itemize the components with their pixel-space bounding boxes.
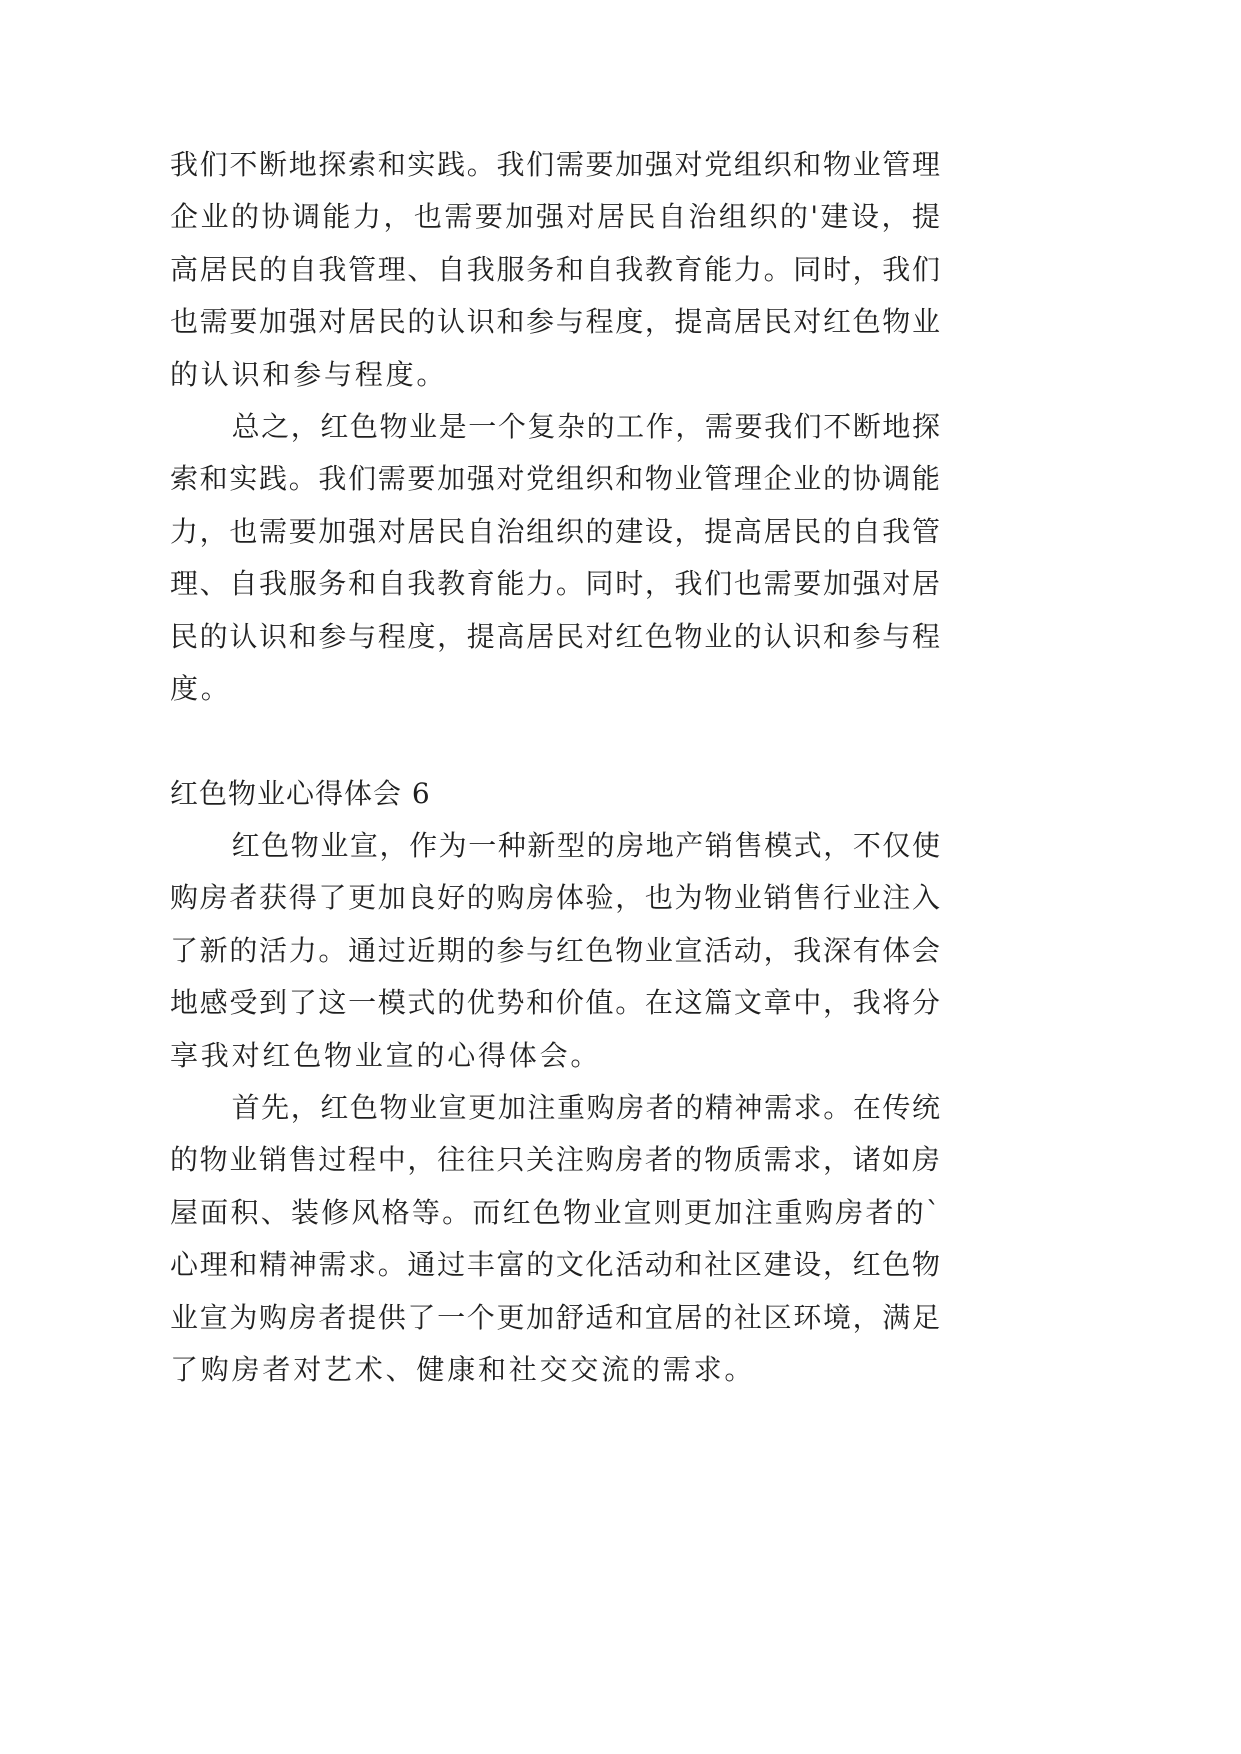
document-body [170, 139, 940, 1396]
text-line: 度。 [170, 671, 232, 705]
text-line: 索和实践。我们需要加强对党组织和物业管理企业的协调能 [170, 462, 940, 496]
text-line: 的物业销售过程中，往往只关注购房者的物质需求，诸如房 [170, 1143, 940, 1177]
text-line: 首先，红色物业宣更加注重购房者的精神需求。在传统 [231, 1091, 940, 1125]
text-line: 心理和精神需求。通过丰富的文化活动和社区建设，红色物 [170, 1248, 940, 1282]
text-line: 地感受到了这一模式的优势和价值。在这篇文章中，我将分 [170, 986, 940, 1020]
text-line: 的认识和参与程度。 [170, 357, 448, 391]
section-heading: 红色物业心得体会 6 [170, 776, 431, 810]
text-line: 了购房者对艺术、健康和社交交流的需求。 [170, 1352, 756, 1386]
text-line: 屋面积、装修风格等。而红色物业宣则更加注重购房者的` [170, 1195, 940, 1229]
text-line: 企业的协调能力，也需要加强对居民自治组织的'建设，提 [170, 200, 940, 234]
paragraph [170, 401, 940, 715]
text-line: 也需要加强对居民的认识和参与程度，提高居民对红色物业 [170, 305, 940, 339]
text-line: 购房者获得了更加良好的购房体验，也为物业销售行业注入 [170, 881, 940, 915]
paragraph [170, 1082, 940, 1396]
text-line: 了新的活力。通过近期的参与红色物业宣活动，我深有体会 [170, 933, 940, 967]
text-line: 总之，红色物业是一个复杂的工作，需要我们不断地探 [231, 409, 940, 443]
text-line: 业宣为购房者提供了一个更加舒适和宜居的社区环境，满足 [170, 1300, 940, 1334]
text-line: 力，也需要加强对居民自治组织的建设，提高居民的自我管 [170, 514, 940, 548]
text-line: 理、自我服务和自我教育能力。同时，我们也需要加强对居 [170, 567, 940, 601]
text-line: 民的认识和参与程度，提高居民对红色物业的认识和参与程 [170, 619, 940, 653]
text-line: 红色物业宣，作为一种新型的房地产销售模式，不仅使 [231, 829, 940, 863]
text-line: 享我对红色物业宣的心得体会。 [170, 1038, 602, 1072]
paragraph [170, 820, 940, 1082]
text-line: 我们不断地探索和实践。我们需要加强对党组织和物业管理 [170, 148, 940, 181]
text-line: 高居民的自我管理、自我服务和自我教育能力。同时，我们 [170, 252, 940, 286]
paragraph [170, 139, 940, 401]
